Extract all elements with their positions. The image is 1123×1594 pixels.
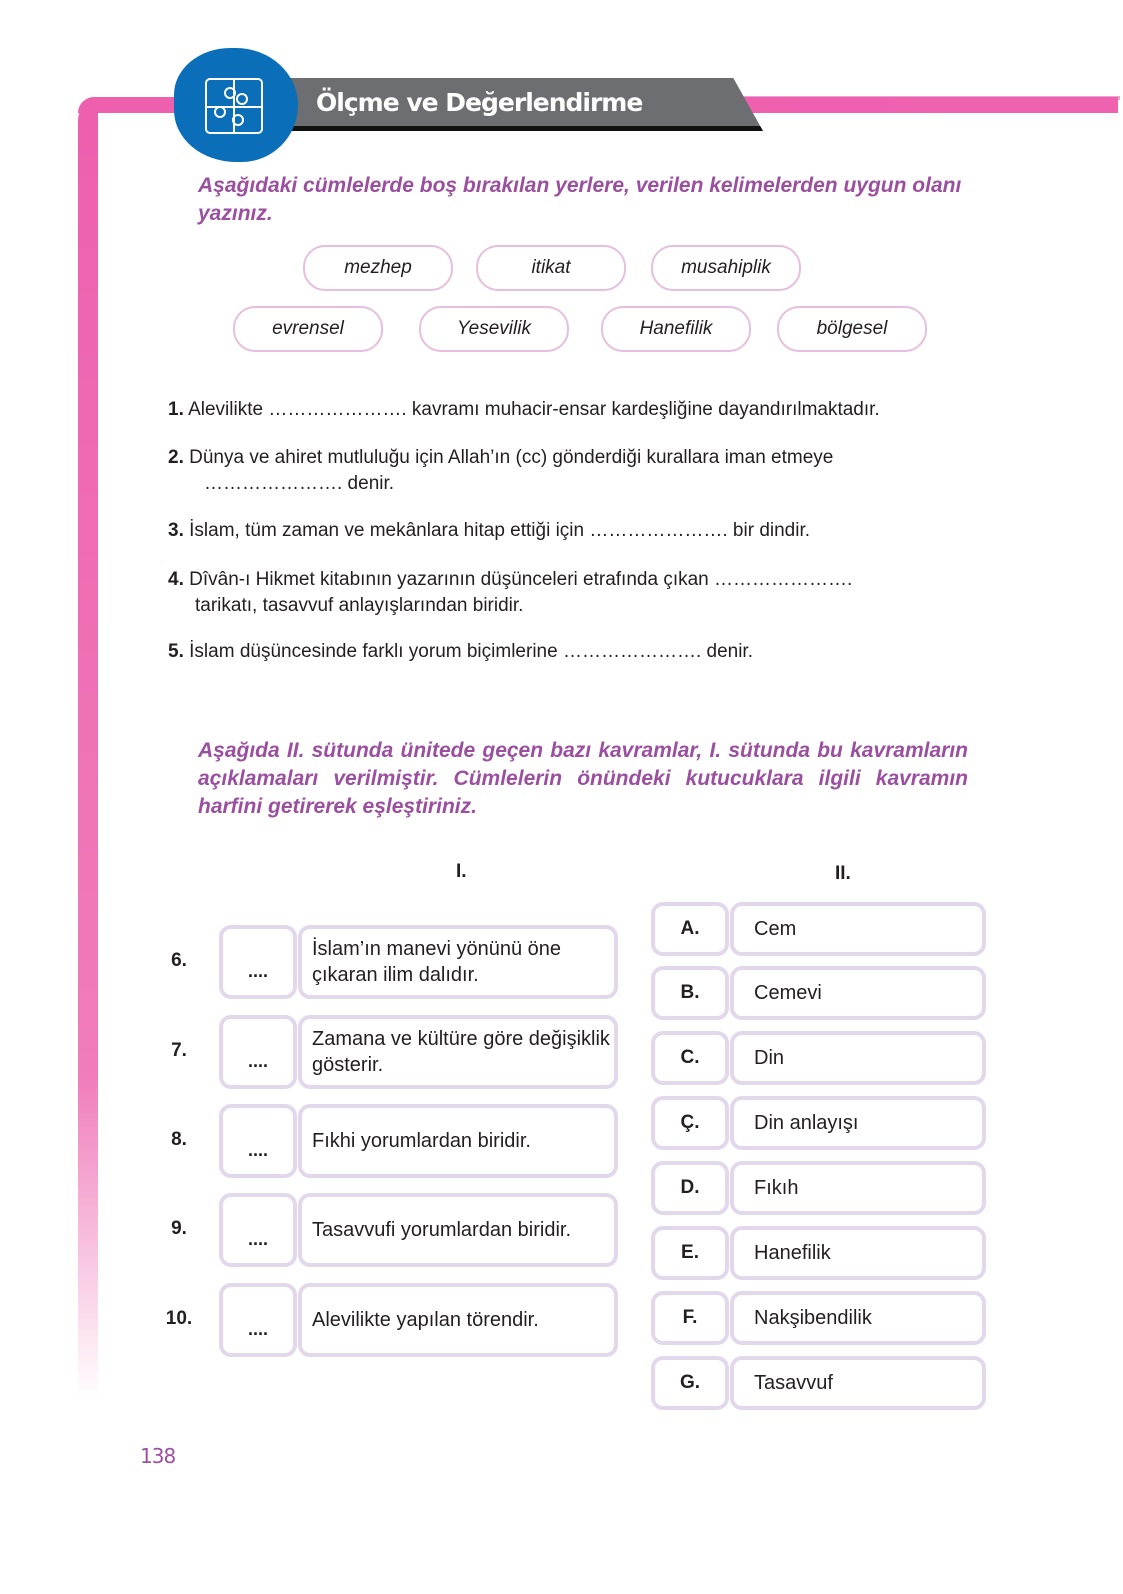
frame-left-border <box>78 100 98 1400</box>
column-1-header: I. <box>456 861 467 882</box>
concept-text: Cem <box>754 918 797 940</box>
description-text: Zamana ve kültüre göre değişiklik gösterir. <box>312 1028 610 1076</box>
concept-box <box>730 1161 986 1215</box>
question-text-cont: …………………. denir. <box>204 473 395 494</box>
description-box <box>298 1104 618 1178</box>
letter-box: A. <box>651 902 729 956</box>
concept-box <box>730 902 986 956</box>
question-number: 1. <box>168 399 184 420</box>
item-number: 6. <box>171 950 187 971</box>
item-number: 10. <box>165 1308 193 1329</box>
word-chip: Yesevilik <box>419 306 569 352</box>
description-text: İslam’ın manevi yönünü öne çıkaran ilim dalıdır. <box>312 938 562 986</box>
letter-box: D. <box>651 1161 729 1215</box>
concept-box <box>730 1356 986 1410</box>
question-text: Dîvân-ı Hikmet kitabının yazarının düşünceleri etrafında çıkan …………………. <box>189 569 853 590</box>
concept-box <box>730 1226 986 1280</box>
answer-box[interactable]: .... <box>219 1015 297 1089</box>
word-chip: Hanefilik <box>601 306 751 352</box>
word-chip: bölgesel <box>777 306 927 352</box>
description-text: Tasavvufi yorumlardan biridir. <box>312 1219 571 1241</box>
concept-text: Din <box>754 1047 785 1069</box>
description-text: Fıkhi yorumlardan biridir. <box>312 1130 531 1152</box>
concept-box <box>730 1031 986 1085</box>
question-text: Dünya ve ahiret mutluluğu için Allah’ın (cc) gönderdiği kurallara iman etmeye <box>189 447 834 468</box>
question-5 <box>168 639 753 665</box>
question-text: İslam düşüncesinde farklı yorum biçimlerine …………………. denir. <box>189 641 753 662</box>
question-4 <box>168 567 852 619</box>
item-number: 8. <box>171 1129 187 1150</box>
concept-box <box>730 966 986 1020</box>
question-number: 2. <box>168 447 184 468</box>
concept-text: Tasavvuf <box>754 1372 833 1394</box>
item-number: 9. <box>171 1218 187 1239</box>
concept-text: Din anlayışı <box>754 1112 859 1134</box>
matching-instruction: Aşağıda II. sütunda ünitede geçen bazı kavramlar, I. sütunda bu kavramların açıklamaları verilmiştir. Cümlelerin önündeki kutucuklara ilgili kavramın harfini getirerek eşleştiriniz. <box>198 739 968 818</box>
question-number: 3. <box>168 520 184 541</box>
description-box <box>298 1283 618 1357</box>
puzzle-icon <box>204 77 264 135</box>
answer-box[interactable]: .... <box>219 1193 297 1267</box>
question-number: 5. <box>168 641 184 662</box>
letter-box: B. <box>651 966 729 1020</box>
page-number: 138 <box>140 1444 176 1468</box>
question-text: Alevilikte …………………. kavramı muhacir-ensar kardeşliğine dayandırılmaktadır. <box>188 399 880 420</box>
concept-text: Fıkıh <box>754 1177 799 1199</box>
question-text: İslam, tüm zaman ve mekânlara hitap ettiği için …………………. bir dindir. <box>189 520 811 541</box>
word-chip: musahiplik <box>651 245 801 291</box>
question-number: 4. <box>168 569 184 590</box>
word-chip: mezhep <box>303 245 453 291</box>
question-3 <box>168 518 810 544</box>
word-chip: evrensel <box>233 306 383 352</box>
concept-text: Cemevi <box>754 982 822 1004</box>
description-box <box>298 1015 618 1089</box>
description-box <box>298 925 618 999</box>
letter-box: E. <box>651 1226 729 1280</box>
letter-box: F. <box>651 1291 729 1345</box>
answer-box[interactable]: .... <box>219 1104 297 1178</box>
concept-box <box>730 1096 986 1150</box>
question-2 <box>168 445 833 497</box>
description-text: Alevilikte yapılan törendir. <box>312 1309 539 1331</box>
letter-box: G. <box>651 1356 729 1410</box>
answer-box[interactable]: .... <box>219 925 297 999</box>
answer-box[interactable]: .... <box>219 1283 297 1357</box>
concept-text: Nakşibendilik <box>754 1307 872 1329</box>
item-number: 7. <box>171 1040 187 1061</box>
description-box <box>298 1193 618 1267</box>
letter-box: Ç. <box>651 1096 729 1150</box>
page-title: Ölçme ve Değerlendirme <box>316 88 643 117</box>
fill-in-instruction: Aşağıdaki cümlelerde boş bırakılan yerlere, verilen kelimelerden uygun olanı yazınız. <box>198 174 962 225</box>
column-2-header: II. <box>835 863 851 884</box>
question-1 <box>168 397 880 423</box>
question-text-cont: tarikatı, tasavvuf anlayışlarından biridir. <box>195 595 524 616</box>
concept-text: Hanefilik <box>754 1242 831 1264</box>
letter-box: C. <box>651 1031 729 1085</box>
concept-box <box>730 1291 986 1345</box>
word-chip: itikat <box>476 245 626 291</box>
frame-corner <box>98 113 158 173</box>
